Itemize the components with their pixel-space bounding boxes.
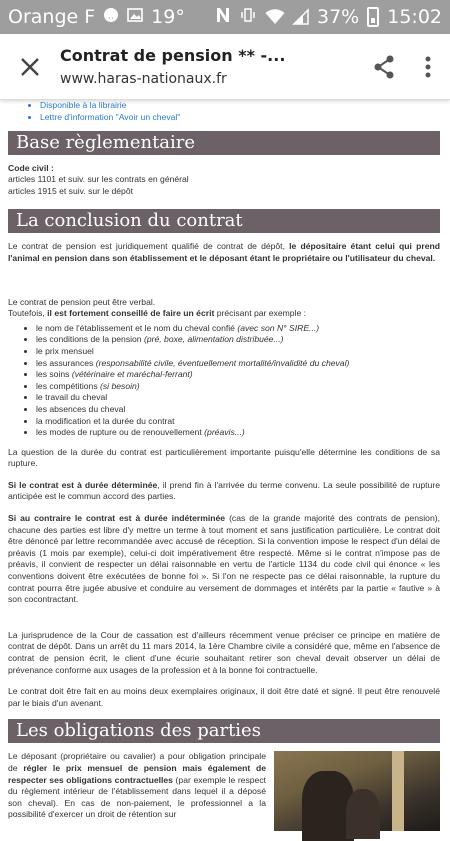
horse-photo [274,751,440,831]
code-civil-line1: articles 1101 et suiv. sur les contrats en général [8,174,189,185]
battery-percent: 37% [317,6,360,28]
page-title-block [60,46,362,87]
section-heading-conclusion: La conclusion du contrat [8,209,440,233]
clock: 15:02 [387,6,442,28]
signal-icon [293,9,309,25]
chat-notification-icon [103,6,119,28]
section-heading-obligations: Les obligations des parties [8,719,440,743]
section-heading-base: Base règlementaire [8,131,440,155]
jurisprudence-paragraph: La jurisprudence de la Cour de cassation est d'ailleurs récemment venue préciser ce principe en matière de contrat de dépôt. Dans un arrêt du 11 mars 2014, la 1ère Chambre civile a considéré que, même en l'absence de contrat de pension écrit, le client d'une écurie souhaitant retirer son cheval devait observer un délai de prévenance conforme aux usages de la profession et à la bonne foi contractuelle. [8,629,440,675]
obligations-block [8,751,440,831]
list-item: • les soins (vétérinaire et maréchal-ferrant) [36,369,440,381]
intro-paragraph: Le contrat de pension est juridiquement qualifié de contrat de dépôt, le dépositaire étant celui qui prend l'animal en pension dans son établissement et le déposant étant le propriétaire ou l'utilisateur du cheval. [8,241,440,263]
obligations-paragraph: Le déposant (propriétaire ou cavalier) a pour obligation principale de régler le prix mensuel de pension mais également de respecter ses obligations contractuelles (par exemple le respect du règlement intérieur de l'établissement dans lequel il a déposé son cheval). En cas de non-paiement, le professionnel a la possibilité d'exercer un droit de rétention sur [8,751,267,820]
overflow-menu-button[interactable] [406,34,450,100]
determinee-paragraph: Si le contrat est à durée déterminée, il prend fin à l'arrivée du terme convenu. La seule possibilité de rupture anticipée est le commun accord des parties. [8,479,440,502]
indeterminee-paragraph: Si au contraire le contrat est à durée indéterminée (cas de la grande majorité des contrats de pension), chacune des parties est libre d'y mettre un terme à tout moment et sans justification particulière. Le contrat doit être dénoncé par lettre recommandée avec accusé de réception. Si la convention impose le respect d'un délai de préavis (1 mois par exemple), celui-ci doit impérativement être respecté. Même si le contrat n'impose pas de préavis, il convient de respecter un délai raisonnable en vertu de l'article 1134 du code civil qui énonce « les conventions doivent être exécutées de bonne foi ». Si l'on ne respecte pas ce délai raisonnable, la rupture du contrat pourra être jugée abusive et conduire au versement de dommages et intérêts par la partie « fautive » à son cocontractant. [8,513,440,605]
wifi-icon [265,9,285,25]
exemplaires-paragraph: Le contrat doit être fait en au moins deux exemplaires originaux, il doit être daté et signé. Il peut être renouvelé par le biais d'un avenant. [8,686,440,708]
verbal-paragraph: Le contrat de pension peut être verbal. Toutefois, il est fortement conseillé de faire un écrit précisant par exemple : [8,296,307,319]
code-civil-label: Code civil : [8,162,54,173]
image-notification-icon [127,6,143,28]
weather-temperature: 19° [151,6,185,28]
battery-icon [367,7,379,27]
list-item: • les compétitions (si besoin) [36,381,440,393]
contract-items-list [8,323,440,439]
share-button[interactable] [362,34,406,100]
nfc-icon [215,6,231,29]
page-content [0,100,450,820]
list-item: • les modes de rupture ou de renouvellement (préavis...) [36,427,440,439]
status-bar [0,0,450,34]
link-newsletter[interactable]: • Lettre d'information "Avoir un cheval" [40,112,440,124]
list-item: • les assurances (responsabilité civile, éventuellement mortalité/invalidité du cheval) [36,358,440,370]
list-item: • les conditions de la pension (pré, boxe, alimentation distribuée...) [36,334,440,346]
vibrate-icon [239,6,257,29]
list-item: • les absences du cheval [36,404,440,416]
code-civil-line2: articles 1915 et suiv. sur le dépôt [8,185,133,196]
svg-text:..: .. [108,11,115,22]
close-button[interactable] [0,34,60,100]
link-list [8,100,440,124]
list-item: • le prix mensuel [36,346,440,358]
list-item: • le nom de l'établissement et le nom du cheval confié (avec son N° SIRE...) [36,323,440,335]
page-url: www.haras-nationaux.fr [60,71,227,87]
carrier-name: Orange F [8,6,96,28]
more-vertical-icon [425,56,431,78]
custom-tab-toolbar [0,34,450,100]
close-icon [20,57,40,77]
link-librairie[interactable]: • Disponible à la librairie [40,100,440,112]
duree-paragraph: La question de la durée du contrat est particulièrement importante puisqu'elle détermine les conditions de sa rupture. [8,446,440,469]
share-icon [373,55,395,79]
list-item: • le travail du cheval [36,392,440,404]
list-item: • la modification et la durée du contrat [36,416,440,428]
page-title: Contrat de pension ** -... [60,46,286,65]
